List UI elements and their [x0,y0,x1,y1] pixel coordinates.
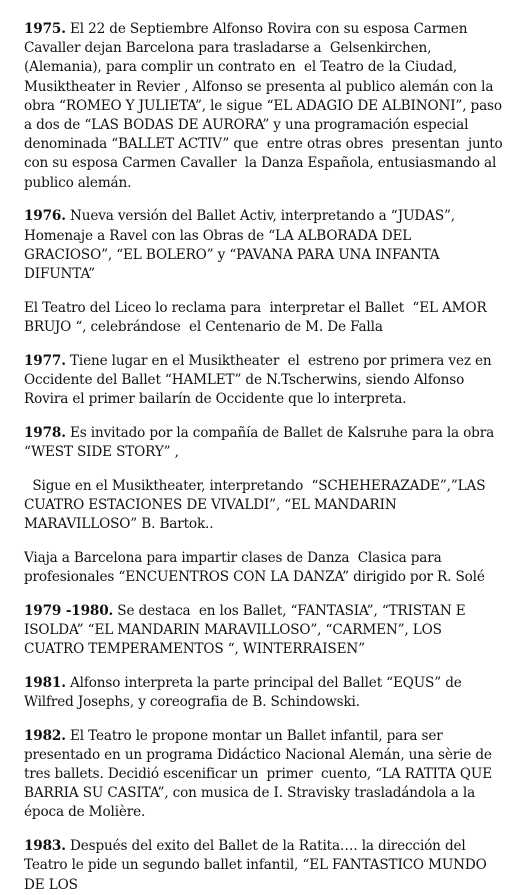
paragraph-text: Después del exito del Ballet de la Ratita…. la dirección del Teatro le pide un segundo ballet infantil, “EL FANTASTICO MUNDO DE LOS [24,838,491,893]
paragraph-1977 [24,352,503,410]
year-label: 1981. [24,674,66,691]
paragraph-text: El Teatro del Liceo lo reclama para interpretar el Ballet “EL AMOR BRUJO “, celebrándose el Centenario de M. De Falla [24,299,491,335]
paragraph-barcelona [24,549,503,587]
paragraph-text: Se destaca en los Ballet, “FANTASIA”, “TRISTAN E ISOLDA” “EL MANDARIN MARAVILLOSO”, “CARMEN”, LOS CUATRO TEMPERAMENTOS “, WINTERRAISEN” [24,602,470,657]
paragraph-liceo [24,299,503,337]
year-label: 1975. [24,21,66,37]
paragraph-1976 [24,207,503,284]
paragraph-text: Es invitado por la compañía de Ballet de Kalsruhe para la obra “WEST SIDE STORY” , [24,424,499,460]
paragraph-text: Viaja a Barcelona para impartir clases de Danza Clasica para profesionales “ENCUENTROS CON LA DANZA” dirigido por R. Solé [24,549,485,585]
paragraph-text: Nueva versión del Ballet Activ, interpretando a “JUDAS”, Homenaje a Ravel con las Obras de “LA ALBORADA DEL GRACIOSO”, “EL BOLERO” y “PAVANA PARA UNA INFANTA DIFUNTA” [24,208,460,282]
paragraph-text: El Teatro le propone montar un Ballet infantil, para ser presentado en un programa Didáctico Nacional Alemán, una sèrie de tres ballets. Decidió escenificar un primer cuento, “LA RATITA QUE BARRIA SU CASITA”, con musica de I. Stravisky trasladándola a la época de Molière. [24,727,497,821]
paragraph-text: Sigue en el Musiktheater, interpretando “SCHEHERAZADE”,”LAS CUATRO ESTACIONES DE VIVALDI”, “EL MANDARIN MARAVILLOSO” B. Bartok.. [24,477,490,532]
year-label: 1982. [24,727,66,744]
paragraph-1981 [24,674,503,712]
year-label: 1978. [24,424,66,441]
paragraph-1979-1980 [24,602,503,660]
paragraph-1983 [24,837,503,895]
year-label: 1983. [24,838,66,855]
year-label: 1979 -1980. [24,602,114,619]
paragraph-1982 [24,727,503,823]
paragraph-text: El 22 de Septiembre Alfonso Rovira con su esposa Carmen Cavaller dejan Barcelona para trasladarse a Gelsenkirchen, (Alemania), para complir un contrato en el Teatro de la Ciudad, Musiktheater in Revier , Alfonso se presenta al publico alemán con la obra “ROMEO Y JULIETA”, le sigue “EL ADAGIO DE ALBINONI”, paso a dos de “LAS BODAS DE AURORA” y una programación especial denominada “BALLET ACTIV” que entre otras obres presentan junto con su esposa Carmen Cavaller la Danza Española, entusiasmando al publico alemán. [24,21,507,191]
paragraph-1975 [24,20,507,193]
paragraph-text: Alfonso interpreta la parte principal del Ballet “EQUS” de Wilfred Josephs, y coreografia de B. Schindowski. [24,674,466,710]
paragraph-text: Tiene lugar en el Musiktheater el estreno por primera vez en Occidente del Ballet “HAMLET” de N.Tscherwins, siendo Alfonso Rovira el primer bailarín de Occidente que lo interpreta. [24,352,496,407]
year-label: 1976. [24,208,66,225]
paragraph-1978 [24,424,503,462]
paragraph-musiktheater [24,477,503,535]
year-label: 1977. [24,352,66,369]
